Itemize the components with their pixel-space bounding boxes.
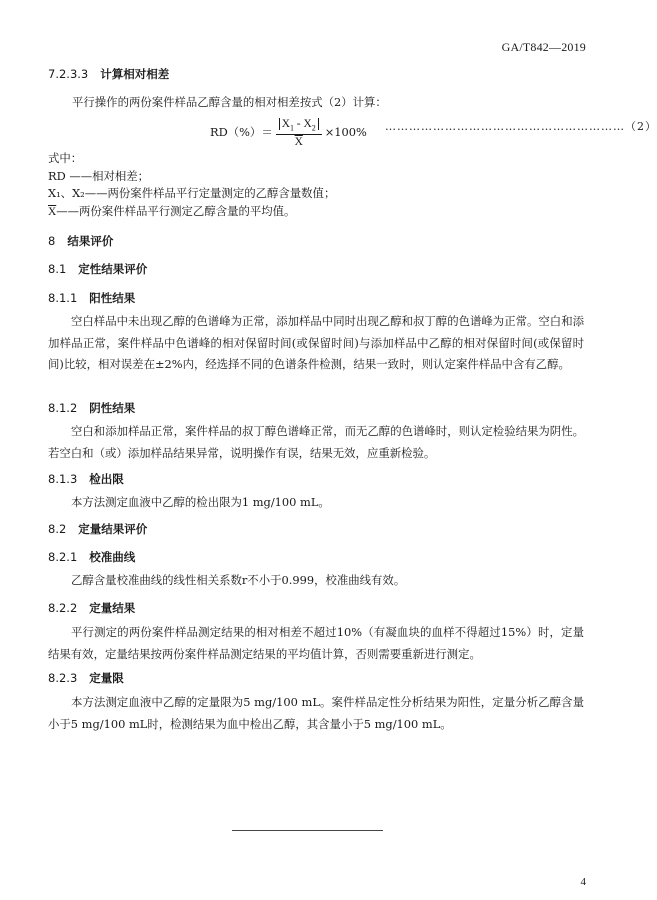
section-number: 7.2.3.3 xyxy=(48,67,89,81)
xbar-symbol: $\overline{X}$ xyxy=(48,206,57,218)
formula-leader-dots xyxy=(385,118,657,134)
heading-8-2-1 xyxy=(48,549,135,565)
heading-8-2-2 xyxy=(48,600,135,616)
section-number: 8 xyxy=(48,234,56,248)
formula-fraction xyxy=(276,116,322,147)
x2-subscript: 2 xyxy=(311,123,316,133)
x1-symbol: X xyxy=(281,118,290,131)
minus-sign: - xyxy=(293,118,304,131)
page-number: 4 xyxy=(580,876,586,888)
section-number: 8.1.3 xyxy=(48,472,78,486)
heading-8 xyxy=(48,233,113,249)
leader-dots: …………………………………………………… xyxy=(385,120,625,133)
formula-2 xyxy=(210,115,367,149)
x1-subscript: 1 xyxy=(289,123,294,133)
heading-8-1 xyxy=(48,261,147,277)
section-number: 8.2.2 xyxy=(48,601,78,615)
section-title: 定性结果评价 xyxy=(78,262,148,276)
equation-number: （2） xyxy=(625,120,657,133)
xbar-desc: ——两份案件样品平行测定乙醇含量的平均值。 xyxy=(56,204,296,218)
section-number: 8.1.2 xyxy=(48,401,78,415)
heading-8-1-2 xyxy=(48,400,135,416)
formula-abs-diff xyxy=(279,118,319,133)
where-xbar xyxy=(48,203,295,219)
section-title: 定量结果评价 xyxy=(78,522,148,536)
where-x1-x2: X₁、X₂——两份案件样品平行定量测定的乙醇含量数值； xyxy=(48,186,336,200)
section-title: 校准曲线 xyxy=(89,550,136,564)
section-title: 检出限 xyxy=(89,472,124,486)
heading-8-2 xyxy=(48,521,147,537)
where-label: 式中： xyxy=(48,151,83,165)
paragraph-8-1-2: 空白和添加样品正常，案件样品的叔丁醇色谱峰正常，而无乙醇的色谱峰时，则认定检验结果为阴性。若空白和（或）添加样品结果异常，说明操作有误，结果无效，应重新检验。 xyxy=(48,424,584,460)
section-title: 定量结果 xyxy=(89,601,136,615)
heading-8-1-3 xyxy=(48,471,124,487)
where-rd: RD ——相对相差； xyxy=(48,169,150,183)
section-number: 8.1 xyxy=(48,262,67,276)
formula-lhs: RD（%）＝ xyxy=(210,125,273,139)
formula-intro: 平行操作的两份案件样品乙醇含量的相对相差按式（2）计算： xyxy=(72,95,387,109)
section-number: 8.2 xyxy=(48,522,67,536)
formula-denominator: X xyxy=(294,135,303,148)
x2-symbol: X xyxy=(303,118,312,131)
heading-8-1-1 xyxy=(48,290,135,306)
section-title: 阳性结果 xyxy=(89,291,136,305)
standard-code: GA/T842—2019 xyxy=(501,40,586,54)
section-title: 阴性结果 xyxy=(89,401,136,415)
section-title: 定量限 xyxy=(89,671,124,685)
end-rule xyxy=(232,830,383,831)
heading-8-2-3 xyxy=(48,670,124,686)
section-title: 计算相对相差 xyxy=(100,67,170,81)
heading-7-2-3-3 xyxy=(48,66,169,82)
paragraph-8-2-2: 平行测定的两份案件样品测定结果的相对相差不超过10%（有凝血块的血样不得超过15%）时，定量结果有效，定量结果按两份案件样品测定结果的平均值计算，否则需要重新进行测定。 xyxy=(48,625,584,661)
paragraph-8-2-3: 本方法测定血液中乙醇的定量限为5 mg/100 mL。案件样品定性分析结果为阳性，定量分析乙醇含量小于5 mg/100 mL时，检测结果为血中检出乙醇，其含量小于5 mg/100 mL。 xyxy=(48,695,584,731)
formula-numerator xyxy=(276,116,322,134)
section-number: 8.2.3 xyxy=(48,671,78,685)
paragraph-8-1-1: 空白样品中未出现乙醇的色谱峰为正常，添加样品中同时出现乙醇和叔丁醇的色谱峰为正常。空白和添加样品正常，案件样品中色谱峰的相对保留时间(或保留时间)与添加样品中乙醇的相对保留时间(或保留时间)比较，相对误差在±2%内，经选择不同的色谱条件检测，结果一致时，则认定案件样品中含有乙醇。 xyxy=(48,314,584,371)
section-number: 8.1.1 xyxy=(48,291,78,305)
section-number: 8.2.1 xyxy=(48,550,78,564)
formula-factor: ×100% xyxy=(324,125,367,139)
paragraph-8-2-1: 乙醇含量校准曲线的线性相关系数r不小于0.999，校准曲线有效。 xyxy=(71,573,406,587)
section-title: 结果评价 xyxy=(67,234,114,248)
paragraph-8-1-3: 本方法测定血液中乙醇的检出限为1 mg/100 mL。 xyxy=(71,495,330,509)
